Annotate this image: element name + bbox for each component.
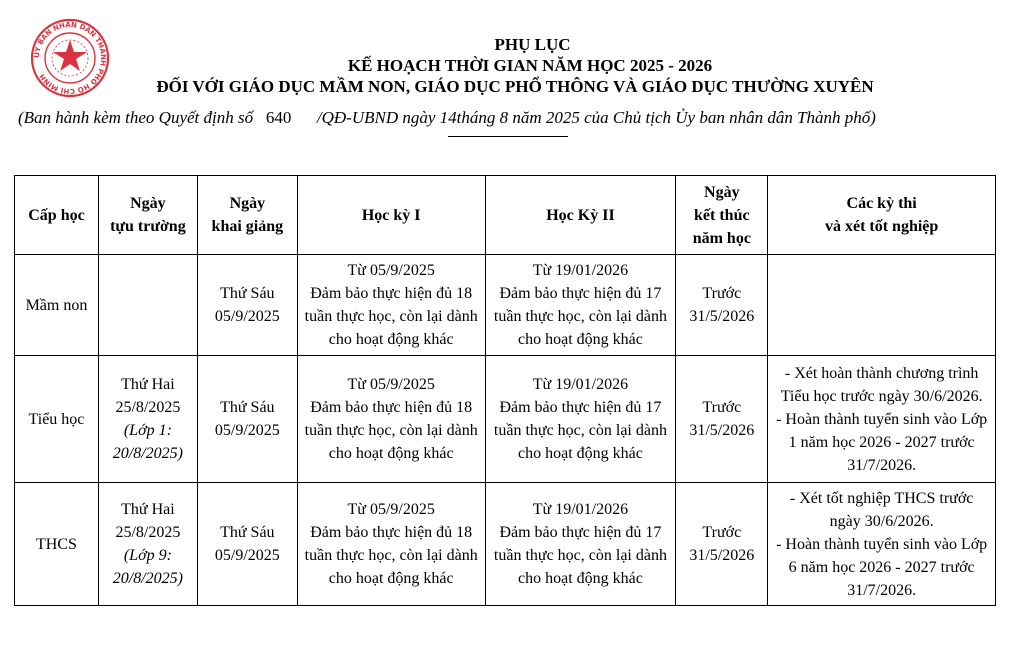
cell-hoc-ky-2: Từ 19/01/2026 Đảm bảo thực hiện đủ 17 tuần thực học, còn lại dành cho hoạt động khác [485,483,676,606]
appendix-title: PHỤ LỤC [494,35,571,54]
cell-ket-thuc: Trước 31/5/2026 [676,483,768,606]
document-header [0,34,1020,97]
plan-scope: ĐỐI VỚI GIÁO DỤC MẦM NON, GIÁO DỤC PHỔ THÔNG VÀ GIÁO DỤC THƯỜNG XUYÊN [156,77,874,96]
cell-hoc-ky-1: Từ 05/9/2025 Đảm bảo thực hiện đủ 18 tuần thực học, còn lại dành cho hoạt động khác [297,356,485,483]
table-header-row [15,176,996,255]
col-tuu-truong: Ngày tựu trường [98,176,197,255]
cell-khai-giang: Thứ Sáu 05/9/2025 [197,356,297,483]
table-row [15,356,996,483]
col-hoc-ky-1: Học kỳ I [297,176,485,255]
seal-text: ỦY BAN NHÂN DÂN THÀNH PHỐ HỒ CHÍ MINH [32,20,108,96]
col-khai-giang: Ngày khai giảng [197,176,297,255]
schedule-table [14,175,996,606]
decision-prefix: (Ban hành kèm theo Quyết định số [18,108,254,127]
decision-suffix: /QĐ-UBND ngày 14tháng 8 năm 2025 của Chủ tịch Ủy ban nhân dân Thành phố) [316,108,876,127]
col-ky-thi: Các kỳ thi và xét tốt nghiệp [768,176,996,255]
cell-hoc-ky-1: Từ 05/9/2025 Đảm bảo thực hiện đủ 18 tuần thực học, còn lại dành cho hoạt động khác [297,483,485,606]
exam-item: - Xét hoàn thành chương trình Tiểu học trước ngày 30/6/2026. [780,364,983,405]
decision-reference [18,108,1008,128]
cell-cap-hoc: Tiểu học [15,356,99,483]
decision-number: 640 [265,108,292,127]
exam-item: - Xét tốt nghiệp THCS trước ngày 30/6/2026. [789,489,974,530]
cell-ky-thi [768,483,996,606]
cell-tuu-truong [98,255,197,356]
cell-cap-hoc: Mầm non [15,255,99,356]
cell-khai-giang: Thứ Sáu 05/9/2025 [197,255,297,356]
exam-item: - Hoàn thành tuyển sinh vào Lớp 1 năm học 2026 - 2027 trước 31/7/2026. [776,410,988,474]
cell-hoc-ky-2: Từ 19/01/2026 Đảm bảo thực hiện đủ 17 tuần thực học, còn lại dành cho hoạt động khác [485,356,676,483]
cell-khai-giang: Thứ Sáu 05/9/2025 [197,483,297,606]
table-row [15,255,996,356]
cell-hoc-ky-2: Từ 19/01/2026 Đảm bảo thực hiện đủ 17 tuần thực học, còn lại dành cho hoạt động khác [485,255,676,356]
plan-title: KẾ HOẠCH THỜI GIAN NĂM HỌC 2025 - 2026 [347,56,713,75]
cell-ky-thi [768,255,996,356]
cell-ket-thuc: Trước 31/5/2026 [676,255,768,356]
cell-tuu-truong: Thứ Hai 25/8/2025 (Lớp 1: 20/8/2025) [98,356,197,483]
subtitle-underline [448,136,568,137]
col-cap-hoc: Cấp học [15,176,99,255]
col-hoc-ky-2: Học Kỳ II [485,176,676,255]
exam-item: - Hoàn thành tuyển sinh vào Lớp 6 năm học 2026 - 2027 trước 31/7/2026. [776,535,988,599]
table-row [15,483,996,606]
cell-hoc-ky-1: Từ 05/9/2025 Đảm bảo thực hiện đủ 18 tuần thực học, còn lại dành cho hoạt động khác [297,255,485,356]
col-ket-thuc: Ngày kết thúc năm học [676,176,768,255]
cell-ky-thi [768,356,996,483]
cell-ket-thuc: Trước 31/5/2026 [676,356,768,483]
cell-cap-hoc: THCS [15,483,99,606]
cell-tuu-truong: Thứ Hai 25/8/2025 (Lớp 9: 20/8/2025) [98,483,197,606]
